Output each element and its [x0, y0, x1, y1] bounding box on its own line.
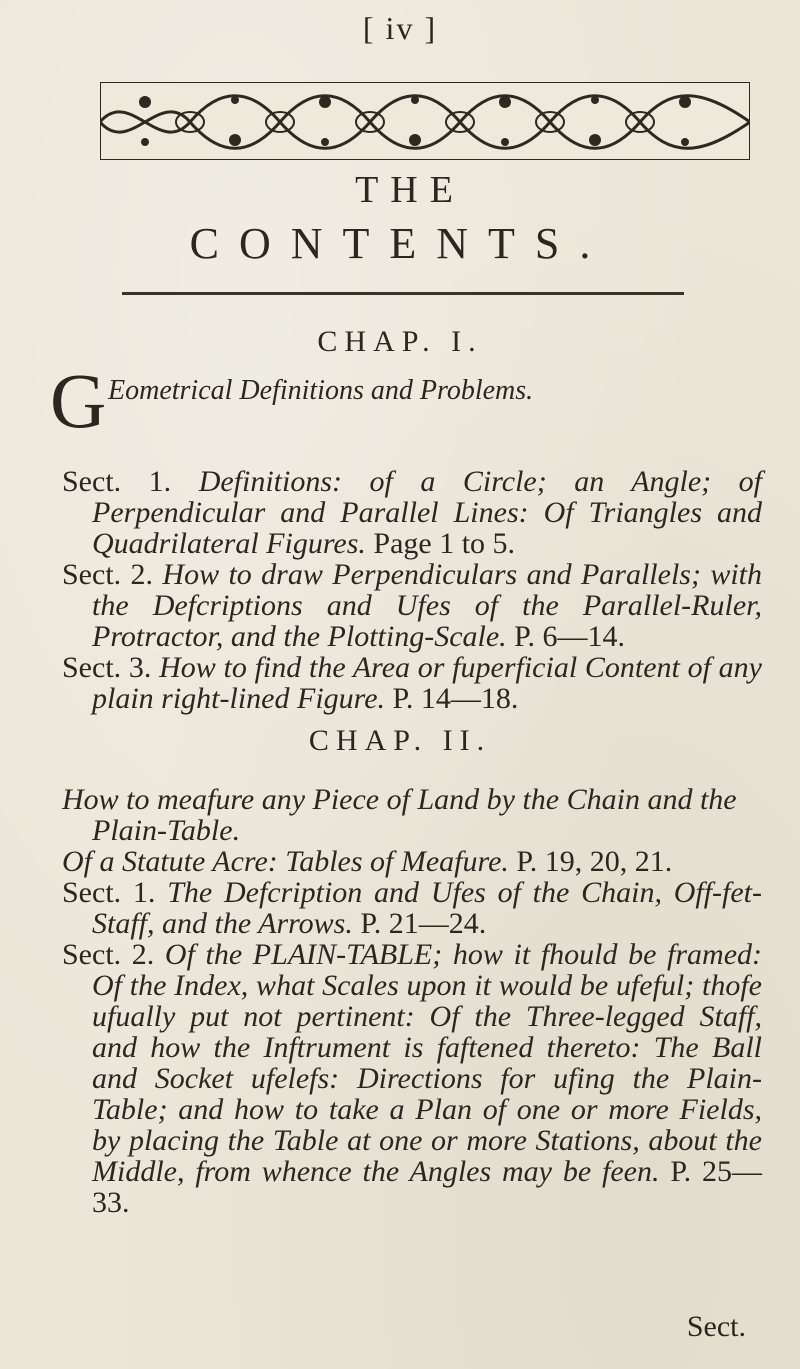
contents-entry	[62, 652, 762, 714]
section-text: The Defcription and Ufes of the Chain, Off-fet-Staff, and the Arrows.	[92, 876, 763, 940]
title-the: THE	[355, 169, 465, 211]
contents-entry	[62, 939, 762, 1218]
catchword: Sect.	[686, 1310, 746, 1343]
contents-entry	[62, 877, 762, 939]
page-reference: P. 6—14.	[514, 620, 626, 653]
page-reference: P. 21—24.	[360, 907, 487, 940]
section-text: Definitions: of a Circle; an Angle; of Perpendicular and Parallel Lines: Of Triangles and Quadrilateral Figures.	[92, 465, 763, 560]
page-folio: [ iv ]	[362, 10, 438, 46]
contents-entry	[62, 466, 762, 559]
title-contents: CONTENTS.	[189, 219, 611, 268]
page-reference: P. 14—18.	[392, 682, 519, 715]
contents-entry	[62, 846, 762, 877]
section-label: Sect. 1.	[62, 465, 172, 498]
ornament-headpiece	[100, 82, 750, 160]
chapter-1-title: Eometrical Definitions and Problems.	[108, 375, 534, 406]
contents-entry	[62, 559, 762, 652]
section-label: Sect. 2.	[62, 938, 155, 971]
page-reference: Page 1 to 5.	[373, 527, 516, 560]
dropcap-letter: G	[50, 357, 107, 444]
divider-rule	[122, 292, 684, 295]
section-label: Sect. 1.	[62, 876, 156, 909]
chapter-2-title: How to meafure any Piece of Land by the Chain and the Plain-Table.	[62, 783, 737, 847]
page-reference: P. 25—33.	[92, 1155, 763, 1219]
chapter-1-heading: CHAP. I.	[317, 325, 483, 358]
chapter-2-heading: CHAP. II.	[308, 724, 492, 757]
page-reference: P. 19, 20, 21.	[516, 845, 673, 878]
section-label: Sect. 2.	[62, 558, 154, 591]
section-text: How to draw Perpendiculars and Parallels; with the Defcriptions and Ufes of the Parallel-Ruler, Protractor, and the Plotting-Scale.	[92, 558, 763, 653]
section-text: How to find the Area or fuperficial Content of any plain right-lined Figure.	[92, 651, 762, 715]
section-label: Sect. 3.	[62, 651, 152, 684]
section-text: Of a Statute Acre: Tables of Meafure.	[62, 845, 509, 878]
section-text: Of the PLAIN-TABLE; how it fhould be framed: Of the Index, what Scales upon it would be ufeful; thofe ufually put not pertinent: Of the Three-legged Staff, and how the Inftrument is faftened thereto: The Ball and Socket ufelefs: Directions for ufing the Plain-Table; and how to take a Plan of one or more Fields, by placing the Table at one or more Stations, about the Middle, from whence the Angles may be feen.	[92, 938, 762, 1188]
